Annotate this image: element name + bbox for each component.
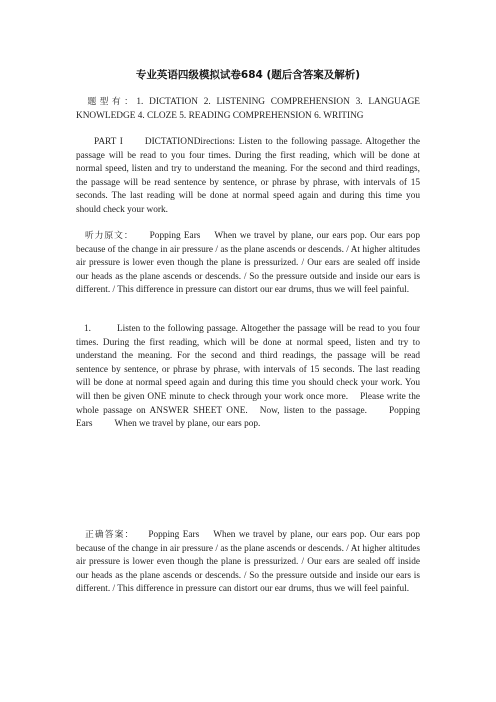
- page-title: 专业英语四级模拟试卷684 (题后含答案及解析): [135, 69, 361, 81]
- transcript-label: 听力原文：: [84, 231, 134, 241]
- question-1: [76, 323, 420, 432]
- part1-text: DICTATIONDirections: Listen to the following passage. Altogether the passage will be read to you four times. During the first reading, which will be done at normal speed, listen and try to understand the meaning. For the second and third readings, the passage will be read sentence by sentence, or phrase by phrase, with intervals of 15 seconds. The last reading will be done at normal speed again and during this time you should check your work.: [76, 137, 420, 215]
- part1-heading: PART I: [94, 137, 123, 147]
- question-1-passage-title: Popping Ears: [76, 405, 420, 430]
- question-1-instruction: Please write the whole passage on ANSWER SHEET ONE.: [76, 391, 421, 416]
- question-types-list: 1. DICTATION 2. LISTENING COMPREHENSION 3. LANGUAGE KNOWLEDGE 4. CLOZE 5. READING COMPREHENSION 6. WRITING: [76, 97, 420, 121]
- part1-directions: [76, 136, 420, 218]
- question-1-number: 1.: [84, 324, 91, 334]
- question-1-text: Listen to the following passage. Altogether the passage will be read to you four times. During the first reading, which will be done at normal speed, listen and try to understand the meaning. For the second and third readings, the passage will be read sentence by sentence, or phrase by phrase, with intervals of 15 seconds. The last reading will be done at normal speed again and during this time you should check your work. You will then be given ONE minute to check through your work once more.: [76, 324, 420, 402]
- question-1-passage-start: When we travel by plane, our ears pop.: [114, 419, 261, 430]
- transcript-text: When we travel by plane, our ears pop. Our ears pop because of the change in air pressure / as the plane ascends or descends. / At higher altitudes air pressure is lower even though the plane is pressurized. / Our ears are sealed off inside our heads as the plane ascends or descends. / So the pressure outside and inside our ears is different. / This difference in pressure can distort our ear drums, thus we will feel painful.: [76, 231, 420, 296]
- transcript: [76, 230, 420, 298]
- answer-label: 正确答案：: [84, 530, 135, 540]
- question-1-listen: Now, listen to the passage.: [259, 405, 367, 416]
- transcript-title: Popping Ears: [149, 231, 201, 241]
- question-types-label: 题型有：: [84, 97, 137, 107]
- question-types: [76, 96, 420, 123]
- answer-text: When we travel by plane, our ears pop. Our ears pop because of the change in air pressure / as the plane ascends or descends. / At higher altitudes air pressure is lower even though the plane is pressurized. / Our ears are sealed off inside our heads as the plane ascends or descends. / So the pressure outside and inside our ears is different. / This difference in pressure can distort our ear drums, thus we will feel painful.: [76, 530, 420, 595]
- correct-answer: [76, 529, 420, 597]
- answer-title: Popping Ears: [148, 530, 200, 540]
